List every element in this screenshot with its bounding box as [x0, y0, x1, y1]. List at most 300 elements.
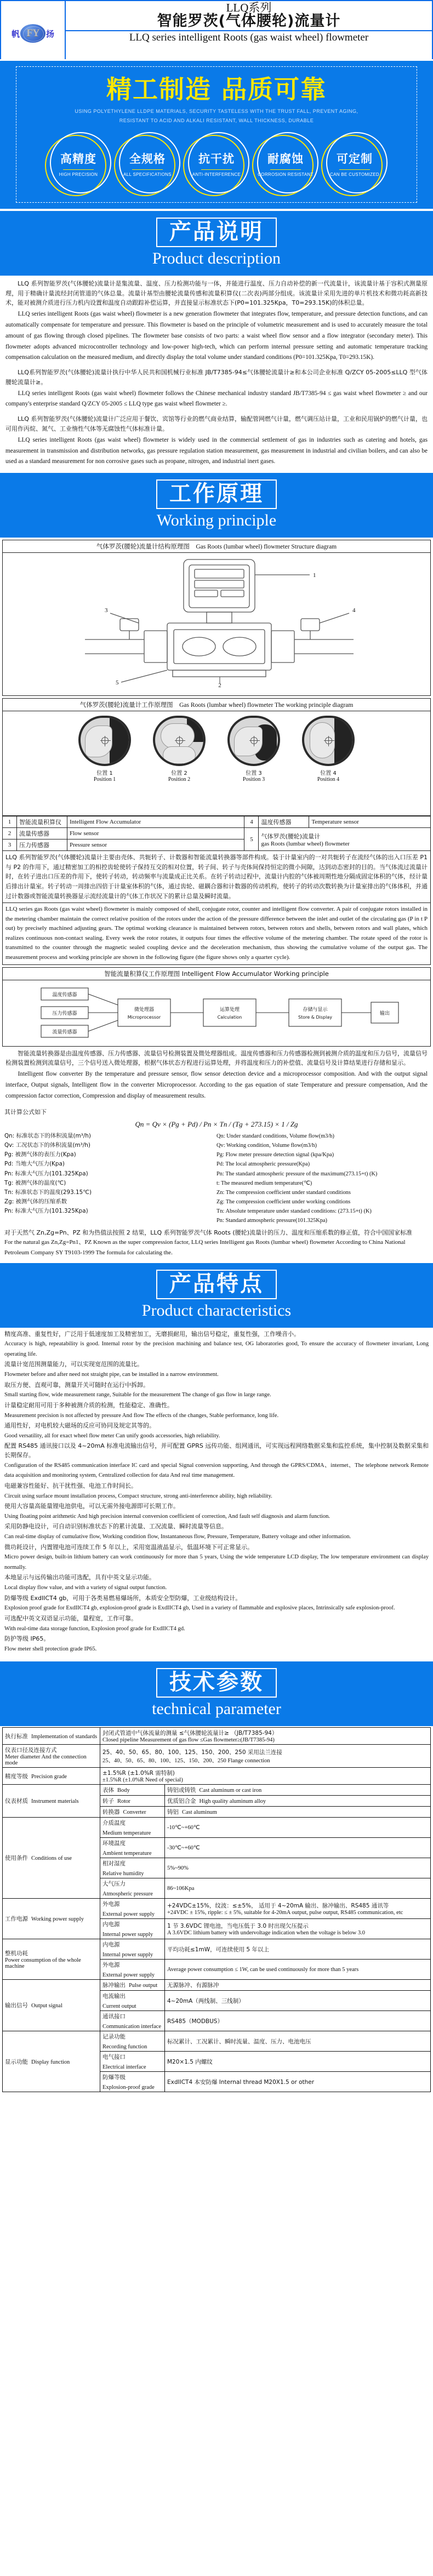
spec-subkey-cn: 转换器	[102, 1809, 120, 1816]
legend-number: 1	[3, 816, 17, 828]
feature-badge-list	[16, 133, 417, 197]
svg-text:Calculation: Calculation	[217, 1014, 242, 1020]
section-title-en: Product description	[152, 249, 281, 267]
formula-symbol-line: Zg: The compression coefficient under working conditions	[216, 1199, 351, 1206]
formula-symbol-line: Tg: 被测气体的温度(℃)	[4, 1179, 66, 1186]
section-title-en: technical parameter	[152, 1700, 281, 1718]
hero-slogan: 精工制造 品质可靠	[106, 75, 327, 104]
feature-item: 计量稳定耐用可用于多种被测介质的检测，性能稳定、准确性。	[4, 1401, 173, 1409]
formula-symbol-line: Tn: Absolute temperature under standard conditions: (273.15+t) (K)	[216, 1208, 372, 1215]
legend-number: 4	[244, 816, 259, 828]
section-title-en: Product characteristics	[141, 1301, 292, 1320]
section-title-cn: 技术参数	[169, 1670, 264, 1695]
table-row	[3, 1818, 431, 1838]
spec-subkey-cn: 表体	[102, 1787, 114, 1794]
legend-label-en: gas Roots (lumbar wheel) flowmeter	[261, 840, 350, 847]
rotor-illustration-3	[227, 716, 280, 766]
formula-note-cn: 对于天然气 Zn,Zg=Pn、PZ 和为热值法按照 2 结果，LLQ 系列智能罗茨气体 Roots (腰轮)流量计的压力、温度和压缩系数的修正值，符合中国国家标准	[4, 1229, 412, 1236]
formula-symbol-line: Pn: The standard atmospheric pressure of the maximum(273.15+t) (K)	[216, 1170, 378, 1177]
feature-list	[0, 1328, 433, 1660]
svg-text:3: 3	[105, 607, 108, 614]
feature-item: 电磁兼容性能好、抗干扰性强、电池工作时间长。	[4, 1482, 137, 1489]
rotor-illustration-2	[153, 716, 206, 766]
feature-item: Using floating point arithmetic And high precision internal conversion coefficient of correction, And fault self diagnosis and alarm function.	[4, 1513, 331, 1520]
formula-symbol-line: Zn: The compression coefficient under standard conditions	[216, 1189, 351, 1196]
section-title-en: Working principle	[156, 511, 277, 530]
spec-subkey	[100, 2052, 165, 2072]
feature-item: 本地显示与远传输出功能可选配，具有中英文显示功能。	[4, 1574, 155, 1581]
position-label-cn: 位置 3	[246, 770, 262, 777]
spec-value-cn: +24VDC±15%，纹波：≤±5%， 适用于 4~20mA 输出、脉冲输出、RS485 通讯等	[167, 1903, 389, 1910]
spec-subkey-cn: 记录功能	[102, 2034, 126, 2041]
spec-subkey-cn: 介质温度	[102, 1820, 126, 1827]
spec-value	[165, 1919, 431, 1939]
spec-value: 平均功耗≤1mW，可连续使用 5 年以上	[165, 1939, 431, 1960]
svg-text:Store & Display: Store & Display	[298, 1014, 332, 1020]
spec-label	[3, 1818, 100, 1899]
spec-label	[3, 1980, 100, 2031]
spec-value-cn: 铸铝	[167, 1809, 179, 1816]
formula-symbol-line: Qv: Working condition, Volume flow(m3/h)	[216, 1143, 317, 1149]
feature-item: Circuit using surface mount installation process, Compact structure, strong anti-interference ability, high reliability.	[4, 1493, 272, 1499]
spec-label-en: Power consumption of the whole machine	[5, 1957, 81, 1970]
legend-label-cn: 温度传感器	[259, 816, 309, 828]
formula-expression: Qn = Qv × (Pg + Pd) / Pn × Tn / (Tg + 273.15) × 1 / Zg	[135, 1120, 298, 1129]
hero-sub-line-2: RESISTANT TO ACID AND ALKALI RESISTANT, WALL THICKNESS, DURABLE	[119, 117, 314, 123]
converter-desc-cn: 智能流量转换器是由温度传感器、压力传感器、流量信号检测装置及微处理器组成。温度传感器和压力传感器检测到被测介质的温度和压力信号，流量信号检测装置检测到流量信号，三个信号送入微处理器，根据气体状态方程进行运算处理，并将温度和压力的补偿值、流量信号及计算结果进行存储和显示。	[5, 1049, 428, 1067]
spec-subkey-en: Medium temperature	[102, 1830, 151, 1837]
spec-value-en: High quality aluminum alloy	[199, 1798, 266, 1805]
legend-label-combined	[259, 828, 431, 851]
position-label-cn: 位置 2	[171, 770, 187, 777]
table-row	[3, 1939, 431, 1960]
table-row	[3, 816, 431, 828]
position-label-cn: 位置 4	[320, 770, 337, 777]
feature-item: Accuracy is high, repeatability is good. Internal rotor by the precision machining and balance test, OG laboratories good, To ensure the accuracy of flowmeter invariant, Long operating life.	[4, 1341, 429, 1357]
logo-left-char: 帆	[11, 28, 20, 39]
feature-item: 取压方便、直观可靠，测量开关可随时在运行中拆卸。	[4, 1381, 149, 1389]
spec-subkey-en: Ambient temperature	[102, 1850, 152, 1857]
feature-item: Small starting flow, wide measurement range, Suitable for the measurement The change of gas flow in large range.	[4, 1392, 271, 1398]
formula-legend-left	[4, 1132, 216, 1226]
spec-value-en: 25、40、50、65、80、100、125、150、200、250 Flange connection	[102, 1757, 270, 1764]
spec-subkey	[100, 1939, 165, 1960]
legend-label-cn: 智能流量积算仪	[17, 816, 67, 828]
legend-number: 3	[3, 839, 17, 851]
rotor-illustration-1	[78, 716, 131, 766]
spec-value-cn: 铸铝或铸铁	[167, 1787, 196, 1794]
structure-diagram-box	[2, 540, 431, 696]
feature-item: 防爆等级 ExdIICT4 gb，可用于各类易燃易爆场所，本质安全型防爆，工业级结构设计。	[4, 1594, 242, 1602]
spec-value: -10℃~+60℃	[165, 1818, 431, 1838]
spec-value-en: +24VDC ± 15%, ripple: ≤ ± 5%, suitable for 4-20mA output, pulse output, RS485 communication, etc	[167, 1910, 403, 1916]
spec-label-en: Instrument materials	[31, 1798, 79, 1805]
spec-label-en: Conditions of use	[31, 1855, 72, 1862]
spec-subkey-en: Internal power supply	[102, 1932, 153, 1938]
spec-value	[100, 1728, 431, 1745]
spec-subkey-cn: 通讯接口	[102, 2013, 126, 2020]
feature-item: Can real-time display of cumulative flow, Working condition flow, Instantaneous flow, Pressure, Temperature, Battery voltage and other information.	[4, 1534, 351, 1540]
rotor-position	[224, 716, 284, 782]
spec-subkey	[100, 2072, 165, 2092]
spec-value: RS485（MODBUS）	[165, 2011, 431, 2031]
spec-label-cn: 输出信号	[5, 2002, 28, 2009]
spec-subkey	[100, 1796, 165, 1807]
svg-text:Microprocessor: Microprocessor	[127, 1014, 161, 1020]
desc-paragraph-3-en: LLQ series intelligent Roots (gas waist wheel) flowmeter is widely used in the commercial settlement of gas in industries such as catering and hotels, gas measurement in transmission and distribution networks, gas pressure regulation station measurement, gas measurement in industrial and civilian boilers, and can also be used as a standard measurement for non corrosive gases such as propane, nitrogen, and industrial inert gases.	[5, 436, 428, 465]
product-name-en: LLQ series intelligent Roots (gas waist wheel) flowmeter	[66, 30, 432, 45]
logo-right-char: 扬	[46, 28, 55, 39]
spec-table	[2, 1727, 431, 2092]
badge-label-cn: 耐腐蚀	[267, 152, 304, 166]
diagram-title-cn: 气体罗茨(腰轮)流量计工作原理图	[79, 701, 173, 709]
globe-icon	[20, 24, 45, 43]
feature-item: 使用大容量高能量锂电池供电，可以无需外接电源即可长期工作。	[4, 1503, 179, 1510]
table-row	[3, 1745, 431, 1768]
accumulator-diagram-title: 智能流量积算仪工作原理图 Intelligent Flow Accumulator Working principle	[3, 968, 430, 980]
spec-subkey-en: Explosion-proof grade	[102, 2084, 155, 2091]
rotor-position	[149, 716, 209, 782]
svg-text:输出: 输出	[379, 1010, 390, 1016]
spec-subkey	[100, 1960, 165, 1980]
formula-symbol-line: Pd: 当地大气压力(Kpa)	[4, 1161, 65, 1168]
spec-subkey-en: Pulse output	[129, 1983, 158, 1989]
spec-value: 4~20mA（两线制、三线制）	[165, 1991, 431, 2011]
feature-item: Local display flow value, and with a variety of signal output function.	[4, 1585, 167, 1591]
spec-value	[165, 1899, 431, 1919]
principle-note-en: LLQ series gas Roots (gas waist wheel) flowmeter is mainly composed of shell, conjugate rotor, counter and intelligent flow converter. A pair of conjugate rotors installed in the metering chamber maintain the correct relative position of the rotors under the action of the pressure difference between the inlet and outlet of the circulating gas (P in t P out) by precisely machined adjusting gears. The optimal working clearance is maintained between rotors, between rotors and shells, between rotors and wall plates, which realizes continuous non-contact sealing. Every week the rotor rotates, it outputs four times the effective volume of the metering chamber. The rotate speed of the rotor is transmitted to the counter through the magnetic sealed coupling device and the deceleration mechanism, thus showing the cumulative volume of the output gas. The measurement process and working principle are shown in the following figure (the figure shows only a quarter cycle).	[2, 903, 431, 965]
svg-text:运算处理: 运算处理	[219, 1007, 240, 1013]
svg-text:2: 2	[218, 682, 221, 689]
spec-value	[100, 1745, 431, 1768]
feature-item: Micro power design, built-in lithium battery can work continuously for more than 5 years, Using the wide temperature LCD display, The low temperature environment can display normally.	[4, 1554, 429, 1570]
spec-value: 无源脉冲、有源脉冲	[165, 1980, 431, 1991]
table-row	[3, 828, 431, 839]
spec-value	[165, 1796, 431, 1807]
feature-item: Good versatility, all for exact wheel flow meter Can unify goods accessories, high reliability.	[4, 1432, 220, 1439]
svg-text:压力传感器: 压力传感器	[52, 1010, 77, 1016]
spec-label-en: Working power supply	[31, 1916, 84, 1923]
converter-description	[0, 1047, 433, 1105]
badge-label-cn: 全规格	[129, 152, 166, 166]
spec-label-cn: 仪表口径及连接方式	[5, 1747, 57, 1754]
spec-subkey	[100, 1818, 165, 1838]
spec-label	[3, 1939, 100, 1980]
accumulator-block-svg	[3, 980, 433, 1045]
structure-diagram-image	[3, 553, 430, 695]
section-header-features	[0, 1263, 433, 1328]
product-name-cn: 智能罗茨(气体腰轮)流量计	[157, 13, 341, 30]
section-title-cn: 产品特点	[169, 1271, 264, 1296]
spec-subkey-cn: 内电源	[102, 1941, 120, 1949]
feature-item: Configuration of the RS485 communication interface IC card and special Signal conversion supporting, And through the GPRS/CDMA、internet、The telephone network Remote data acquisition and monitoring system, Centralized collection for data And real time management.	[4, 1462, 429, 1479]
spec-subkey	[100, 1858, 165, 1878]
position-label-cn: 位置 1	[96, 770, 113, 777]
position-label-en: Position 4	[317, 776, 340, 783]
rotor-position	[75, 716, 135, 782]
badge-divider	[339, 169, 370, 170]
feature-item: Flowmeter before and after need not straight pipe, can be installed in a narrow environment.	[4, 1372, 219, 1378]
formula-symbol-line: Pn: Standard atmospheric pressure(101.325Kpa)	[216, 1218, 327, 1224]
legend-table	[2, 816, 431, 851]
table-row	[3, 1785, 431, 1796]
principle-note-cn: LLQ 系列智能罗茨(气体腰轮)流量计主要由壳体、共轭转子、计数器和智能流量转换器等部件构成。装于计量室内的一对共轭转子在流经气体的出入口压差 P1 与 P2 的作用下，通过精密加工的相控齿轮使转子保持互交的相对位置，转子间、转子与壳体间保持恒定的微小间隙，达到动态密封的目的。当气体流过流量计时，在转子进出口压差的作用下，使转子转动，转动频率与流量成正比关系。在转子转动过程中，流量计内腔的气体被周期性地分隔成固定体积的气体，经计量后排出计量室。转子转动一周排出四倍于计量室体积的气体，通过齿轮、磁耦合器和计数器的传动机构，使转子的转动次数转换为计量室排出的气体体积，并通过计数器或智能流量转换器显示流经流量计的气体工作状况下的累计总量及瞬时流量。	[2, 851, 431, 903]
svg-text:存储与显示: 存储与显示	[303, 1007, 328, 1013]
spec-label-en: Display function	[31, 2059, 70, 2065]
legend-label-cn: 流量传感器	[17, 828, 67, 839]
legend-label-en: Intelligent Flow Accumulator	[67, 816, 244, 828]
feature-badge	[255, 133, 316, 195]
spec-subkey-en: Atmospheric pressure	[102, 1891, 153, 1898]
accumulator-diagram-image	[3, 980, 430, 1046]
formula-note-en: For the natural gas Zn,Zg=Pn1、PZ Known as the super compression factor, LLQ series Intelligent gas Roots (lumbar wheel) flowmeter According to China National Petroleum Company SY T9103-1999 The formula for calculating the.	[4, 1239, 406, 1256]
formula-symbol-line: Pn: 标准大气压力(101.325Kpa)	[4, 1170, 88, 1177]
spec-subkey-en: External power supply	[102, 1911, 155, 1918]
position-label-en: Position 3	[242, 776, 265, 783]
position-label-en: Position 2	[168, 776, 191, 783]
spec-subkey-en: Recording function	[102, 2044, 147, 2050]
spec-label	[3, 1768, 100, 1785]
spec-subkey-cn: 外电源	[102, 1962, 120, 1969]
table-row	[3, 2031, 431, 2052]
svg-text:流量传感器: 流量传感器	[52, 1029, 77, 1035]
spec-value: -30℃~+60℃	[165, 1838, 431, 1858]
spec-value-en: A 3.6VDC lithium battery with undervoltage indication when the voltage is below 3.0	[167, 1930, 366, 1937]
spec-value-cn: 25、40、50、65、80、100、125、150、200、250 采用法兰连接	[102, 1749, 282, 1756]
spec-value: M20×1.5 内螺纹	[165, 2052, 431, 2072]
header-titles	[66, 1, 432, 59]
hero-sub-line-1: USING POLYETHYLENE LLDPE MATERIALS, SECURITY TASTELESS WITH THE TRUST FALL, PREVENT AGING,	[75, 108, 358, 114]
spec-value-cn: 封闭式管道中气体流量的测量 ≤气体腰轮流量计≥ （JB/T7385-94）	[102, 1730, 278, 1737]
feature-item: 流量计宽范围测量能力，可以实现宽范围的流量比。	[4, 1361, 143, 1368]
spec-label-en: Meter diameter And the connection mode	[5, 1754, 87, 1767]
svg-text:5: 5	[116, 679, 119, 687]
spec-label-en: Output signal	[31, 2003, 62, 2009]
position-label-en: Position 1	[93, 776, 116, 783]
legend-label-en: Flow sensor	[67, 828, 244, 839]
feature-item: Explosion proof grade for ExdIICT4 gb, explosion-proof grade is ExdIICT4 gb, Used in a variety of flammable and explosive places, Intrinsically safe explosion-proof.	[4, 1605, 395, 1612]
section-title-cn: 产品说明	[169, 219, 264, 244]
feature-item: 采用防静电设计，可自动识别标准状态下的累计流量、工况流量、瞬时流量等信息。	[4, 1523, 227, 1530]
spec-label-cn: 仪表材质	[5, 1798, 28, 1805]
spec-value-cn: 优质铝合金	[167, 1798, 196, 1805]
diagram-title-en: Gas Roots (lumbar wheel) flowmeter Structure diagram	[196, 544, 337, 551]
formula-symbol-line: Qv: 工况状态下的体积流量(m³/h)	[4, 1142, 90, 1149]
spec-subkey-en: Electrical interface	[102, 2064, 146, 2071]
feature-item: 可选配中英文双语显示功能，量程宽，工作可靠。	[4, 1614, 137, 1622]
formula-symbol-line: Qn: Under standard conditions, Volume flow(m3/h)	[216, 1133, 334, 1139]
feature-badge	[117, 133, 178, 195]
feature-item: 配置 RS485 通讯接口以及 4~20mA 标准电流输出信号，并可配置 GPRS 远传功能、组网通讯，可实现远程网络数据采集和监控系统，集中控制及数据采集和长期保存。	[4, 1442, 429, 1459]
diagram-title-cn: 气体罗茨(腰轮)流量计结构原理图	[96, 542, 190, 551]
spec-subkey	[100, 1785, 165, 1796]
spec-value: 标况累计、工况累计、瞬时流量、温度、压力、电池电压	[165, 2031, 431, 2052]
spec-subkey	[100, 1838, 165, 1858]
formula-symbol-line: Pg: 被测气体的表压力(Kpa)	[4, 1151, 76, 1158]
spec-subkey-cn: 转子	[102, 1798, 114, 1805]
badge-label-en: CAN BE CUSTOMIZED	[330, 172, 379, 178]
rotor-position	[298, 716, 358, 782]
feature-badge	[324, 133, 385, 195]
table-row	[3, 1768, 431, 1785]
spec-label-en: Implementation of standards	[31, 1733, 98, 1740]
spec-subkey	[100, 1807, 165, 1818]
feature-item: Flow meter shell protection grade IP65.	[4, 1646, 97, 1652]
spec-subkey	[100, 1980, 165, 1991]
section-header-spec	[0, 1661, 433, 1726]
formula-symbol-line: Pn: 标准大气压力(101.325Kpa)	[4, 1208, 88, 1215]
badge-label-en: HIGH PRECISION	[59, 172, 98, 178]
feature-item: Measurement precision is not affected by pressure And flow The effects of the changes, Stable performance, long life.	[4, 1412, 279, 1419]
section-header-principle	[0, 473, 433, 538]
feature-item: 通用性好，对电机较大磁场的反应可协同及规定其等的。	[4, 1422, 155, 1430]
formula-legend-right	[216, 1132, 429, 1226]
spec-value: 86~106Kpa	[165, 1878, 431, 1899]
desc-paragraph-1-en: LLQ series intelligent Roots (gas waist wheel) flowmeter is a new generation flowmeter that integrates flow, temperature, and pressure detection functions, and can automatically compensate for temperature and pressure. This flowmeter is based on the principle of volumetric measurement and is used to accurately measure the total amount of gas flowing through closed pipelines. The flowmeter base consists of two parts: a waist wheel flow sensor and a flow integrator (secondary meter). This flowmeter adopts advanced microcontroller technology and low-power high-tech, which can perform internal pressure setting and automatic temperature tracking compensation calculation on the measured medium, and directly display the total volume under standard conditions (P0=101.325Kpa, T0=293.15K).	[5, 311, 428, 361]
principle-diagram-image	[3, 711, 430, 815]
feature-item: 精度高准、重复性好，广泛用于低速度加工及精密加工，无磨损耐用，输出信号稳定，重复性强，工作噪音小。	[4, 1330, 300, 1338]
spec-subkey-en: External power supply	[102, 1972, 155, 1979]
spec-value: ExdIICT4 本安防爆 Internal thread M20X1.5 or other	[165, 2072, 431, 2092]
spec-label	[3, 2031, 100, 2092]
badge-divider	[132, 169, 163, 170]
spec-label-cn: 工作电源	[5, 1916, 28, 1923]
desc-paragraph-1-cn: LLQ 系列智能罗茨(气体腰轮)流量计是集流量、温度、压力检测功能与一体，并能进行温度、压力自动补偿的新一代流量计，该流量计基于容积式测量原理，用于精确计量流经封闭管道的气体总量。流量计基型由腰轮流量传感和流量积算仪(二次表)两部分组成。该流量计采用先进的单片机技术和微功耗高新技术，能对被测介质进行压力机内设置和温度自动跟踪补偿运算，并直接显示标准状态下(P0=101.325Kpa，T0=293.15K)的体积总量。	[5, 279, 428, 307]
divider	[0, 207, 433, 209]
spec-label-cn: 执行标准	[5, 1733, 28, 1740]
spec-subkey-cn: 内电源	[102, 1921, 120, 1928]
diagram-title-en: Gas Roots (lumbar wheel) flowmeter The working principle diagram	[179, 702, 354, 709]
spec-value-cn: 1 节 3.6VDC 锂电池，当电压低于 3.0 时出现欠压提示	[167, 1923, 309, 1930]
spec-subkey-cn: 电流输出	[102, 1993, 126, 2000]
spec-value-en: Cast aluminum	[182, 1809, 217, 1816]
spec-label-cn: 精度等级	[5, 1773, 28, 1780]
spec-subkey-en: Communication interface	[102, 2024, 162, 2030]
spec-subkey	[100, 1878, 165, 1899]
badge-divider	[270, 169, 301, 170]
spec-value	[165, 1807, 431, 1818]
principle-diagram-box	[2, 698, 431, 816]
spec-subkey-cn: 环境温度	[102, 1840, 126, 1847]
feature-badge	[48, 133, 109, 195]
feature-item: 防护等级 IP65。	[4, 1635, 50, 1643]
section-header-description	[0, 211, 433, 276]
table-row	[3, 1980, 431, 1991]
badge-label-cn: 抗干扰	[198, 152, 235, 166]
spec-label-cn: 整机功耗	[5, 1950, 28, 1957]
flowmeter-structure-svg	[3, 553, 433, 694]
spec-subkey	[100, 1919, 165, 1939]
formula-symbol-line: Qn: 标准状态下的体积流量(m³/h)	[4, 1132, 91, 1139]
company-logo	[1, 1, 66, 59]
badge-divider	[201, 169, 232, 170]
badge-label-en: ANTI-INTERFERENCE	[192, 172, 241, 178]
spec-subkey	[100, 2011, 165, 2031]
legend-label-en: Pressure sensor	[67, 839, 244, 851]
spec-subkey-en: Body	[117, 1787, 130, 1794]
legend-label-cn: 气体罗茨(腰轮)流量计	[261, 832, 321, 840]
spec-label	[3, 1899, 100, 1939]
spec-subkey-en: Relative humidity	[102, 1871, 144, 1877]
formula-symbol-line: Zg: 被测气体的压缩系数	[4, 1198, 67, 1206]
logo-mark-text: FY	[26, 27, 39, 39]
spec-subkey-cn: 外电源	[102, 1901, 120, 1908]
description-body	[0, 276, 433, 471]
spec-value-cn: ±1.5%R (±1.0%R 需特制)	[102, 1770, 175, 1777]
spec-subkey-en: Rotor	[117, 1798, 130, 1805]
spec-label	[3, 1785, 100, 1818]
formula-symbol-line: Pd: The local atmospheric pressure(Kpa)	[216, 1161, 310, 1168]
spec-subkey	[100, 1899, 165, 1919]
spec-subkey-cn: 脉冲输出	[102, 1982, 126, 1989]
svg-text:温度传感器: 温度传感器	[52, 992, 77, 998]
spec-label	[3, 1728, 100, 1745]
feature-badge	[186, 133, 247, 195]
badge-label-cn: 可定制	[337, 152, 373, 166]
rotor-illustration-4	[302, 716, 355, 766]
hero-banner	[0, 61, 433, 207]
legend-number: 2	[3, 828, 17, 839]
section-title-cn: 工作原理	[169, 481, 264, 507]
converter-desc-en: Intelligent flow converter By the temperature and pressure sensor, flow sensor detection device and a microprocessor composition. And with the output signal interface, Output signals, Intelligent flow in the converter Microprocessor. According to the gas equation of state Temperature and pressure compensation, And the compression factor correction, Compression and display of measurement results.	[5, 1071, 428, 1099]
legend-number: 5	[244, 828, 259, 851]
formula-symbol-line: Tn: 标准状态下的温度(293.15℃)	[4, 1189, 92, 1196]
feature-item: With real-time data storage function, Explosion proof grade for ExdIICT4 gd.	[4, 1625, 185, 1632]
spec-value-en: ±1.5%R (±1.0%R Need of special)	[102, 1777, 183, 1784]
table-row	[3, 1899, 431, 1919]
feature-item: 微功耗设计，内置锂电池可连续工作 5 年以上，采用宽温液晶显示，低温环境下可正常显示。	[4, 1543, 253, 1551]
badge-divider	[63, 169, 94, 170]
spec-value: Average power consumption ≤ 1W, can be used continuously for more than 5 years	[165, 1960, 431, 1980]
page-header	[0, 0, 433, 59]
spec-label-en: Precision grade	[31, 1773, 67, 1780]
formula-symbol-line: t: The measured medium temperature(℃)	[216, 1180, 312, 1186]
spec-label	[3, 1745, 100, 1768]
formula-symbol-line: Pg: Flow meter pressure detection signal (kpa/Kpa)	[216, 1152, 334, 1158]
badge-label-en: ALL SPECIFICATIONS	[123, 172, 172, 178]
spec-value-en: Closed pipeline Measurement of gas flow ≤Gas flowmeter≥(JB/T7385-94)	[102, 1737, 275, 1744]
svg-text:微处理器: 微处理器	[134, 1007, 155, 1013]
spec-subkey	[100, 1991, 165, 2011]
svg-text:4: 4	[352, 607, 356, 614]
desc-paragraph-2-en: LLQ series intelligent Roots (gas waist wheel) flowmeter follows the Chinese mechanical industry standard JB/T7385-94 ≤ gas waist wheel flowmeter ≥ and our company's enterprise standard Q/ZCY 05-2005 ≤ LLQ type gas waist wheel flowmeter ≥.	[5, 390, 428, 408]
formula-block	[0, 1105, 433, 1261]
spec-subkey-cn: 电气接口	[102, 2054, 126, 2061]
spec-subkey	[100, 2031, 165, 2052]
spec-label-cn: 显示功能	[5, 2058, 28, 2065]
spec-label-cn: 使用条件	[5, 1855, 28, 1862]
formula-title-cn: 其计算公式如下	[4, 1108, 47, 1116]
spec-value-en: Cast aluminum or cast iron	[199, 1787, 262, 1794]
desc-paragraph-3-cn: LLQ 系列智能罗茨(气体腰轮)流量计广泛应用于餐饮、宾馆等行业的燃气商业结算，输配管网燃气计量，燃气调压站计量，工业和民用锅炉的燃气计量，也可用作丙烷、氮气、工业惰性气体等无腐蚀性气体标准计量。	[5, 415, 428, 433]
badge-label-cn: 高精度	[60, 152, 96, 166]
svg-text:1: 1	[313, 572, 316, 579]
spec-subkey-cn: 大气压力	[102, 1881, 126, 1888]
badge-label-en: CORROSION RESISTANT	[258, 172, 314, 178]
desc-paragraph-2-cn: LLQ系列智能罗茨(气体腰轮)流量计执行中华人民共和国机械行业标准 JB/T7385-94≤气体腰轮流量计≥和本公司企业标准 Q/ZCY 05-2005≤LLQ 型气体腰轮流量计≥。	[5, 369, 428, 386]
spec-subkey-cn: 防爆等级	[102, 2074, 126, 2081]
legend-label-en: Temperature sensor	[309, 816, 431, 828]
spec-subkey-cn: 相对湿度	[102, 1860, 126, 1867]
spec-subkey-en: Converter	[123, 1809, 146, 1816]
spec-value: 5%~90%	[165, 1858, 431, 1878]
accumulator-diagram-box	[2, 967, 431, 1047]
legend-label-cn: 压力传感器	[17, 839, 67, 851]
spec-subkey-en: Current output	[102, 2003, 136, 2010]
spec-value	[100, 1768, 431, 1785]
product-series-title: LLQ系列	[226, 1, 272, 14]
spec-value	[165, 1785, 431, 1796]
